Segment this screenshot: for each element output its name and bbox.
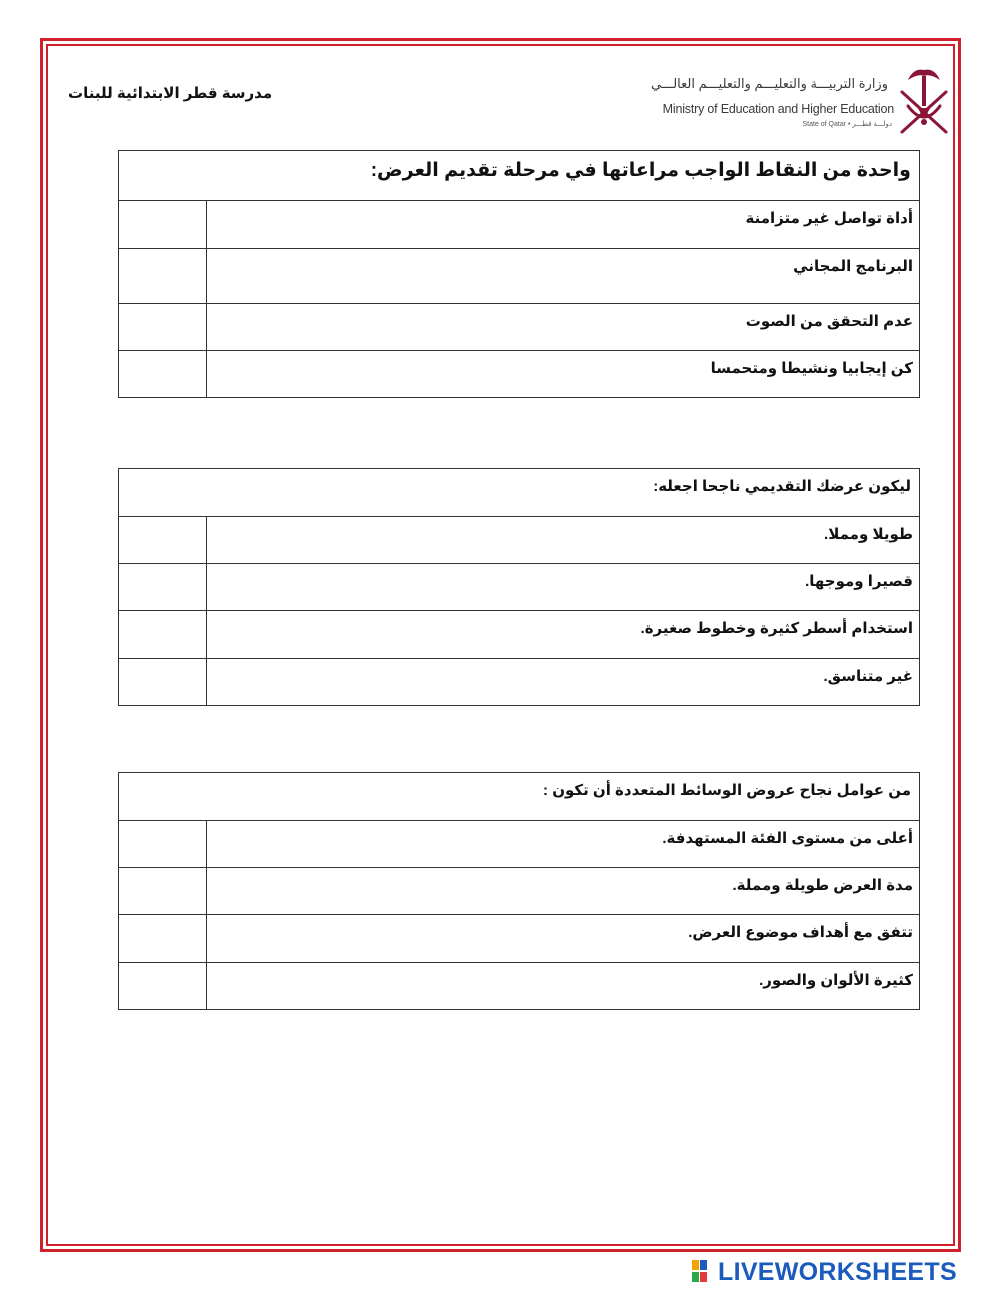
ministry-logo xyxy=(652,62,952,140)
question-prompt: ليكون عرضك التقديمي ناجحا اجعله: xyxy=(119,469,920,517)
liveworksheets-logo-icon xyxy=(692,1260,716,1282)
school-name: مدرسة قطر الابتدائية للبنات xyxy=(68,85,273,102)
liveworksheets-brand: LIVEWORKSHEETS xyxy=(718,1258,957,1286)
ministry-name-english: Ministry of Education and Higher Education xyxy=(662,102,894,116)
state-of-qatar: State of Qatar • دولـــة قطـــر xyxy=(802,121,892,128)
ministry-name-arabic: وزارة التربيـــة والتعليـــم والتعليـــم العالـــي xyxy=(650,76,888,91)
answer-box[interactable] xyxy=(119,868,207,915)
answer-box[interactable] xyxy=(119,564,207,611)
option-text: مدة العرض طويلة ومملة. xyxy=(207,868,920,915)
answer-box[interactable] xyxy=(119,915,207,963)
answer-box[interactable] xyxy=(119,821,207,868)
option-text: طويلا ومملا. xyxy=(207,517,920,564)
question-1 xyxy=(118,150,920,398)
answer-box[interactable] xyxy=(119,963,207,1010)
answer-box[interactable] xyxy=(119,201,207,249)
answer-box[interactable] xyxy=(119,249,207,304)
answer-box[interactable] xyxy=(119,611,207,659)
question-prompt: واحدة من النقاط الواجب مراعاتها في مرحلة تقديم العرض: xyxy=(119,151,920,201)
liveworksheets-footer[interactable] xyxy=(692,1258,992,1284)
question-3 xyxy=(118,772,920,1010)
question-prompt: من عوامل نجاح عروض الوسائط المتعددة أن تكون : xyxy=(119,773,920,821)
option-text: كن إيجابيا ونشيطا ومتحمسا xyxy=(207,351,920,398)
answer-box[interactable] xyxy=(119,304,207,351)
option-text: تتفق مع أهداف موضوع العرض. xyxy=(207,915,920,963)
option-text: أداة تواصل غير متزامنة xyxy=(207,201,920,249)
question-2 xyxy=(118,468,920,706)
answer-box[interactable] xyxy=(119,659,207,706)
qatar-emblem-icon xyxy=(896,62,952,140)
option-text: كثيرة الألوان والصور. xyxy=(207,963,920,1010)
answer-box[interactable] xyxy=(119,517,207,564)
option-text: أعلى من مستوى الفئة المستهدفة. xyxy=(207,821,920,868)
option-text: غير متناسق. xyxy=(207,659,920,706)
option-text: قصيرا وموجها. xyxy=(207,564,920,611)
answer-box[interactable] xyxy=(119,351,207,398)
option-text: عدم التحقق من الصوت xyxy=(207,304,920,351)
option-text: استخدام أسطر كثيرة وخطوط صغيرة. xyxy=(207,611,920,659)
option-text: البرنامج المجاني xyxy=(207,249,920,304)
